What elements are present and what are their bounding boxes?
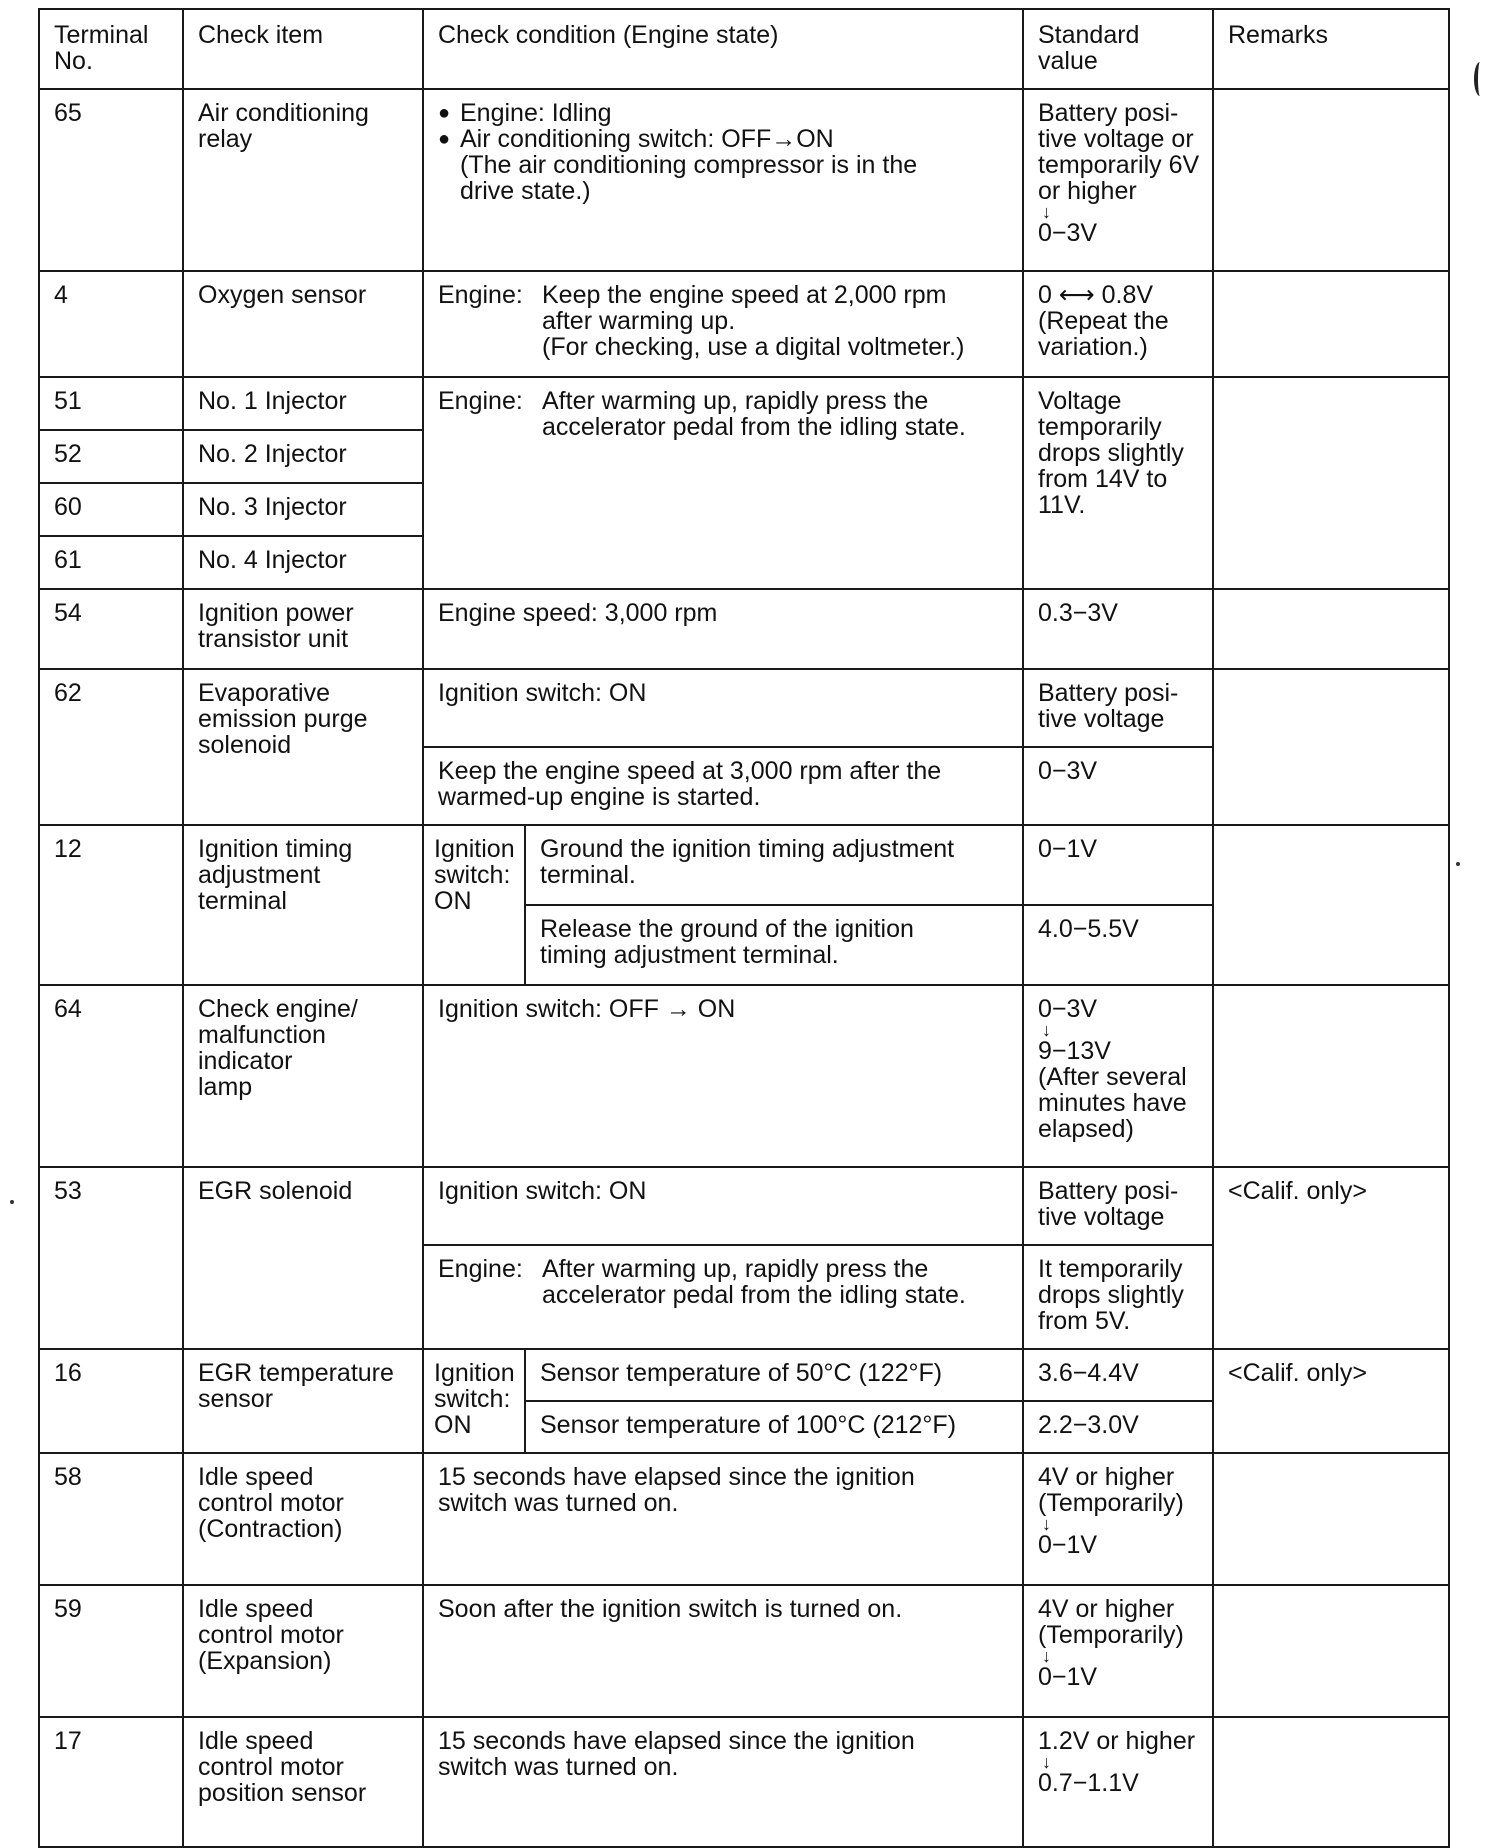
check-item: Idle speed control motor (Contraction) xyxy=(183,1453,423,1585)
scan-speck xyxy=(1456,862,1460,866)
check-condition: 15 seconds have elapsed since the ignition switch was turned on. xyxy=(423,1717,1023,1847)
terminal-no: 62 xyxy=(39,669,183,825)
check-item: No. 2 Injector xyxy=(183,430,423,483)
standard-value: 4V or higher (Temporarily) ↓ 0−1V xyxy=(1023,1453,1213,1585)
terminal-no: 53 xyxy=(39,1167,183,1349)
table-row xyxy=(39,89,1449,271)
check-condition: 15 seconds have elapsed since the ignition switch was turned on. xyxy=(423,1453,1023,1585)
remarks xyxy=(1213,1717,1449,1847)
binding-mark xyxy=(1474,62,1486,96)
table-row xyxy=(39,985,1449,1167)
check-item: No. 4 Injector xyxy=(183,536,423,589)
check-item: Oxygen sensor xyxy=(183,271,423,377)
check-item: No. 3 Injector xyxy=(183,483,423,536)
check-item: Idle speed control motor (Expansion) xyxy=(183,1585,423,1717)
check-condition: Keep the engine speed at 3,000 rpm after the warmed-up engine is started. xyxy=(423,747,1023,825)
check-item: EGR solenoid xyxy=(183,1167,423,1349)
table-row xyxy=(39,669,1449,747)
check-item: Check engine/ malfunction indicator lamp xyxy=(183,985,423,1167)
remarks xyxy=(1213,825,1449,985)
standard-value: Battery posi- tive voltage xyxy=(1023,1167,1213,1245)
terminal-no: 51 xyxy=(39,377,183,430)
check-condition: ● Engine: Idling ● Air conditioning switch: OFF→ON (The air conditioning compressor is in the drive state.) xyxy=(423,89,1023,271)
standard-value: 0.3−3V xyxy=(1023,589,1213,669)
standard-value: 0−1V xyxy=(1023,825,1213,905)
standard-value: 0−3V ↓ 9−13V (After several minutes have elapsed) xyxy=(1023,985,1213,1167)
check-condition: Release the ground of the ignition timing adjustment terminal. xyxy=(525,905,1023,985)
down-arrow-icon: ↓ xyxy=(1042,1752,1051,1772)
check-item: Ignition timing adjustment terminal xyxy=(183,825,423,985)
check-condition: Ground the ignition timing adjustment terminal. xyxy=(525,825,1023,905)
check-item: Air conditioning relay xyxy=(183,89,423,271)
check-condition: Engine: After warming up, rapidly press the accelerator pedal from the idling state. xyxy=(423,1245,1023,1349)
switch-condition: Ignition switch: ON xyxy=(423,825,525,985)
check-condition: Engine speed: 3,000 rpm xyxy=(423,589,1023,669)
check-condition: Engine: After warming up, rapidly press the accelerator pedal from the idling state. xyxy=(423,377,1023,589)
terminal-no: 61 xyxy=(39,536,183,589)
table-row xyxy=(39,825,1449,905)
check-item: Idle speed control motor position sensor xyxy=(183,1717,423,1847)
terminal-no: 17 xyxy=(39,1717,183,1847)
header-standard-value: Standard value xyxy=(1023,9,1213,89)
terminal-check-table xyxy=(38,8,1450,1848)
remarks xyxy=(1213,377,1449,589)
terminal-no: 12 xyxy=(39,825,183,985)
terminal-no: 54 xyxy=(39,589,183,669)
check-item: EGR temperature sensor xyxy=(183,1349,423,1453)
check-item: Ignition power transistor unit xyxy=(183,589,423,669)
table-row xyxy=(39,1585,1449,1717)
header-terminal: Terminal No. xyxy=(39,9,183,89)
terminal-no: 64 xyxy=(39,985,183,1167)
remarks xyxy=(1213,589,1449,669)
standard-value: It temporarily drops slightly from 5V. xyxy=(1023,1245,1213,1349)
header-remarks: Remarks xyxy=(1213,9,1449,89)
standard-value: Battery posi- tive voltage or temporarily 6V or higher ↓ 0−3V xyxy=(1023,89,1213,271)
check-item: Evaporative emission purge solenoid xyxy=(183,669,423,825)
table-row xyxy=(39,1717,1449,1847)
remarks xyxy=(1213,669,1449,825)
check-condition: Engine: Keep the engine speed at 2,000 rpm after warming up. (For checking, use a digital voltmeter.) xyxy=(423,271,1023,377)
remarks xyxy=(1213,1453,1449,1585)
remarks xyxy=(1213,271,1449,377)
terminal-no: 16 xyxy=(39,1349,183,1453)
table-row xyxy=(39,589,1449,669)
standard-value: 0−3V xyxy=(1023,747,1213,825)
check-condition: Ignition switch: ON xyxy=(423,1167,1023,1245)
switch-condition: Ignition switch: ON xyxy=(423,1349,525,1453)
down-arrow-icon: ↓ xyxy=(1042,1514,1051,1534)
standard-value: Battery posi- tive voltage xyxy=(1023,669,1213,747)
terminal-no: 4 xyxy=(39,271,183,377)
check-condition: Sensor temperature of 100°C (212°F) xyxy=(525,1401,1023,1453)
standard-value: 4.0−5.5V xyxy=(1023,905,1213,985)
standard-value: 3.6−4.4V xyxy=(1023,1349,1213,1401)
terminal-no: 65 xyxy=(39,89,183,271)
standard-value: 1.2V or higher ↓ 0.7−1.1V xyxy=(1023,1717,1213,1847)
check-condition: Ignition switch: ON xyxy=(423,669,1023,747)
check-condition: Sensor temperature of 50°C (122°F) xyxy=(525,1349,1023,1401)
terminal-no: 52 xyxy=(39,430,183,483)
check-condition: Ignition switch: OFF → ON xyxy=(423,985,1023,1167)
header-row xyxy=(39,9,1449,89)
terminal-no: 60 xyxy=(39,483,183,536)
table-row xyxy=(39,271,1449,377)
scan-speck xyxy=(10,1200,14,1204)
bullet-icon: ● xyxy=(438,102,451,124)
standard-value: 4V or higher (Temporarily) ↓ 0−1V xyxy=(1023,1585,1213,1717)
check-condition: Soon after the ignition switch is turned on. xyxy=(423,1585,1023,1717)
down-arrow-icon: ↓ xyxy=(1042,1020,1051,1040)
remarks xyxy=(1213,1585,1449,1717)
standard-value: Voltage temporarily drops slightly from 14V to 11V. xyxy=(1023,377,1213,589)
bullet-icon: ● xyxy=(438,128,451,150)
terminal-no: 59 xyxy=(39,1585,183,1717)
remarks: <Calif. only> xyxy=(1213,1349,1449,1453)
table-row xyxy=(39,377,1449,430)
standard-value: 0 ⟷ 0.8V (Repeat the variation.) xyxy=(1023,271,1213,377)
table-row xyxy=(39,1167,1449,1245)
header-check-item: Check item xyxy=(183,9,423,89)
table-row xyxy=(39,1453,1449,1585)
check-item: No. 1 Injector xyxy=(183,377,423,430)
header-check-condition: Check condition (Engine state) xyxy=(423,9,1023,89)
down-arrow-icon: ↓ xyxy=(1042,1646,1051,1666)
remarks: <Calif. only> xyxy=(1213,1167,1449,1349)
table-row xyxy=(39,1349,1449,1401)
terminal-no: 58 xyxy=(39,1453,183,1585)
down-arrow-icon: ↓ xyxy=(1042,202,1051,222)
remarks xyxy=(1213,985,1449,1167)
remarks xyxy=(1213,89,1449,271)
standard-value: 2.2−3.0V xyxy=(1023,1401,1213,1453)
